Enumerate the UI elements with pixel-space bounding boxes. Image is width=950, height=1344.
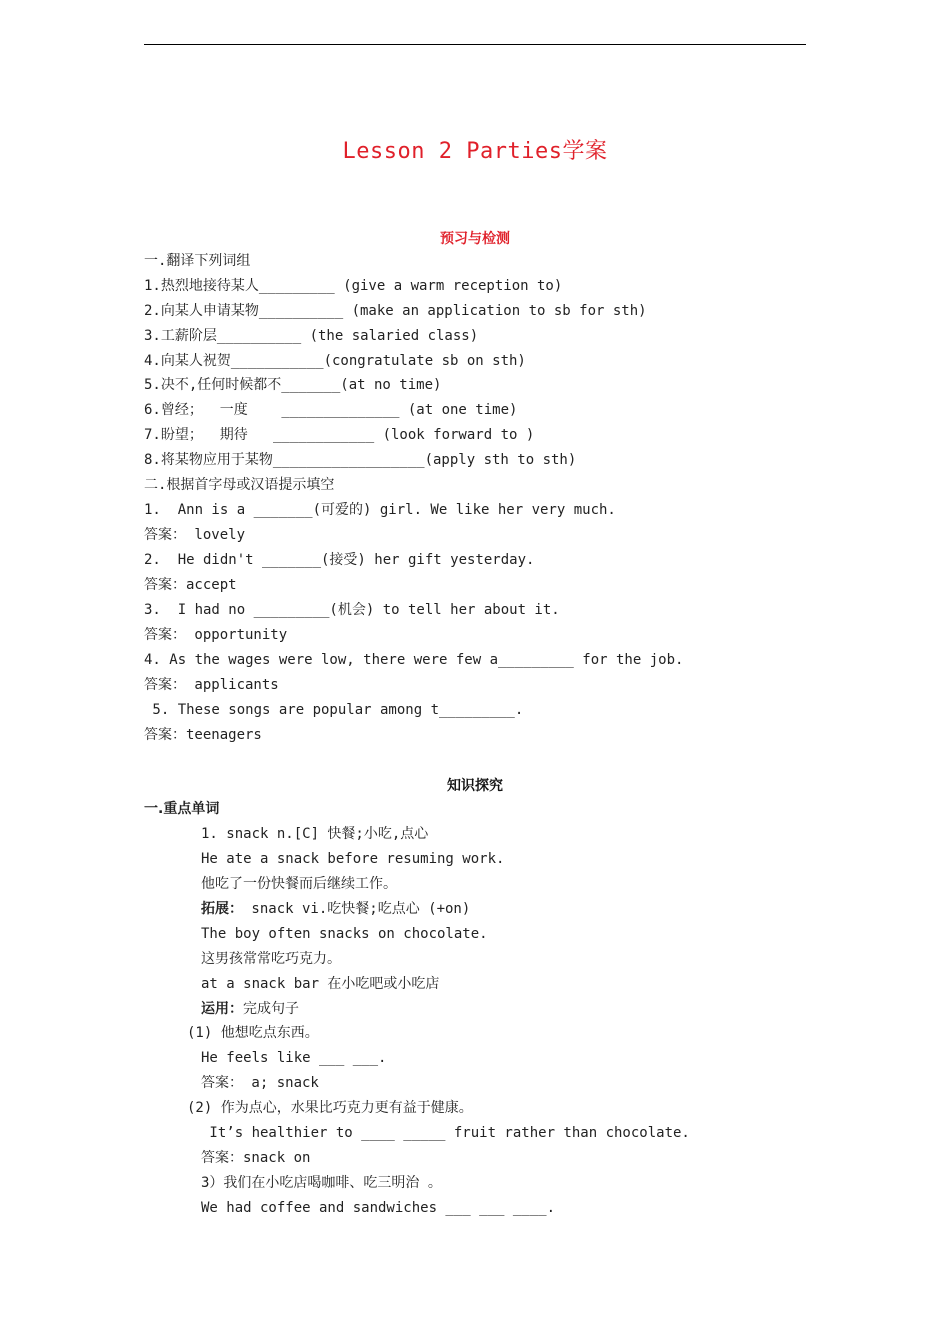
extension-label: 拓展： xyxy=(201,901,243,917)
usage-text: 完成句子 xyxy=(243,1001,299,1017)
example-translation: 他吃了一份快餐而后继续工作。 xyxy=(201,876,397,892)
example-translation: 这男孩常常吃巧克力。 xyxy=(201,951,341,967)
section-heading-explore: 知识探究 xyxy=(447,778,503,794)
extension-line xyxy=(201,900,470,918)
list-item: 5.决不,任何时候都不_______(at no time) xyxy=(144,377,442,393)
answer-item: 答案： applicants xyxy=(144,677,279,693)
phrase-line: at a snack bar 在小吃吧或小吃店 xyxy=(201,976,440,992)
part-heading-translate: 一.翻译下列词组 xyxy=(144,253,251,269)
list-item: 7.盼望； 期待 ____________ (look forward to ) xyxy=(144,427,535,443)
list-item: 6.曾经； 一度 ______________ (at one time) xyxy=(144,402,518,418)
exercise-prompt: (1) 他想吃点东西。 xyxy=(187,1025,319,1041)
question-item: 5. These songs are popular among t_________. xyxy=(144,702,524,718)
part-heading-fill: 二.根据首字母或汉语提示填空 xyxy=(144,477,335,493)
example-sentence: The boy often snacks on chocolate. xyxy=(201,926,488,942)
extension-text: snack vi.吃快餐;吃点心 (+on) xyxy=(243,901,471,917)
exercise-prompt: 3）我们在小吃店喝咖啡、吃三明治 。 xyxy=(201,1175,442,1191)
usage-line xyxy=(201,1000,299,1018)
section-heading-preview: 预习与检测 xyxy=(440,231,510,247)
answer-item: 答案： opportunity xyxy=(144,627,288,643)
question-item: 2. He didn't _______(接受) her gift yesterday. xyxy=(144,552,535,568)
question-item: 3. I had no _________(机会) to tell her about it. xyxy=(144,602,560,618)
usage-label: 运用： xyxy=(201,1001,243,1017)
example-sentence: He ate a snack before resuming work. xyxy=(201,851,505,867)
question-item: 1. Ann is a _______(可爱的) girl. We like her very much. xyxy=(144,502,616,518)
answer-item: 答案： lovely xyxy=(144,527,246,543)
list-item: 2.向某人申请某物__________ (make an application to sb for sth) xyxy=(144,303,647,319)
header-rule xyxy=(144,44,806,45)
vocab-entry: 1. snack n.[C] 快餐;小吃,点心 xyxy=(201,826,429,842)
exercise-prompt: (2) 作为点心，水果比巧克力更有益于健康。 xyxy=(187,1100,473,1116)
list-item: 8.将某物应用于某物__________________(apply sth to sth) xyxy=(144,452,577,468)
part-heading-key-words: 一.重点单词 xyxy=(144,801,220,817)
exercise-sentence: He feels like ___ ___. xyxy=(201,1050,387,1066)
question-item: 4. As the wages were low, there were few a_________ for the job. xyxy=(144,652,684,668)
answer-item: 答案：snack on xyxy=(201,1150,311,1166)
answer-item: 答案：accept xyxy=(144,577,237,593)
answer-item: 答案： a; snack xyxy=(201,1075,319,1091)
answer-item: 答案：teenagers xyxy=(144,727,262,743)
list-item: 4.向某人祝贺___________(congratulate sb on sth) xyxy=(144,353,526,369)
exercise-sentence: It’s healthier to ____ _____ fruit rather than chocolate. xyxy=(201,1125,690,1141)
list-item: 1.热烈地接待某人_________ (give a warm reception to) xyxy=(144,278,563,294)
page-title: Lesson 2 Parties学案 xyxy=(342,139,608,164)
list-item: 3.工薪阶层__________ (the salaried class) xyxy=(144,328,479,344)
exercise-sentence: We had coffee and sandwiches ___ ___ ____. xyxy=(201,1200,556,1216)
